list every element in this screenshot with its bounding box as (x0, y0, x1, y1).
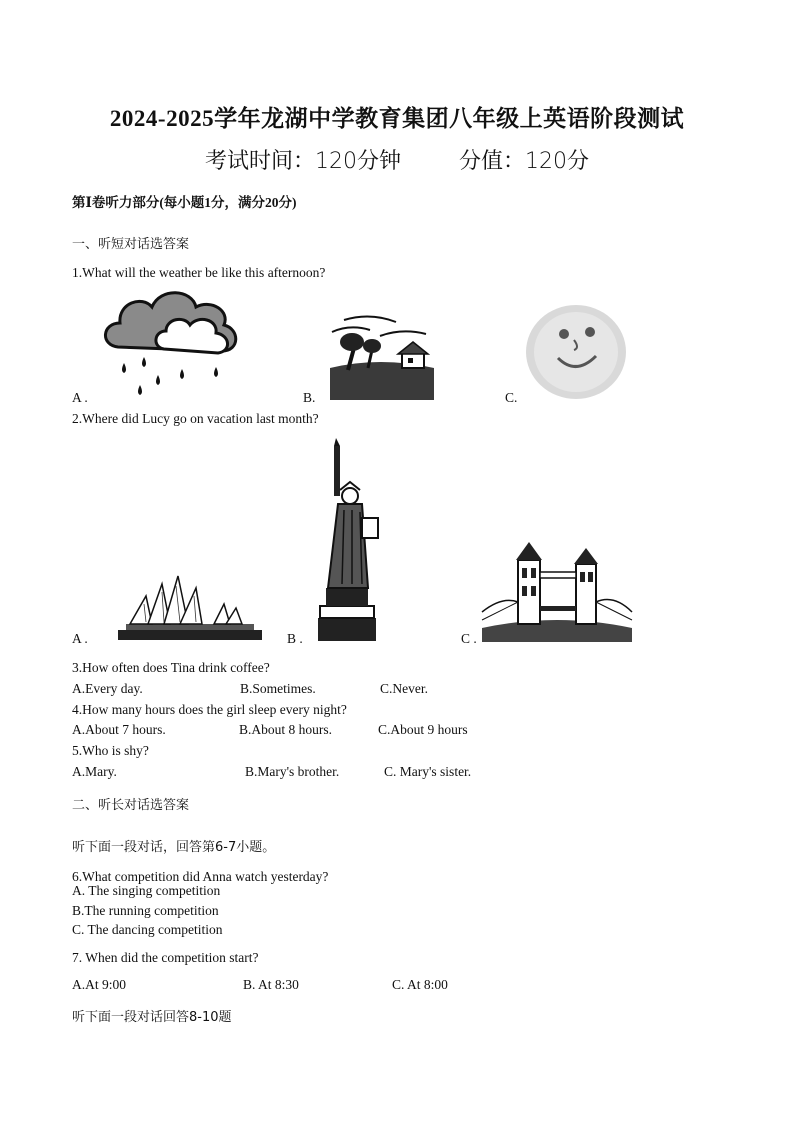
section2-heading: 二、听长对话选答案 (72, 798, 190, 813)
q5-text: 5.Who is shy? (72, 743, 149, 758)
q3-text: 3.How often does Tina drink coffee? (72, 660, 270, 675)
q4-option-a: A.About 7 hours. (72, 722, 166, 737)
sydney-opera-house-image (118, 572, 262, 640)
section1-heading: 一、听短对话选答案 (72, 237, 190, 252)
exam-score: 分值：120分 (459, 149, 589, 174)
q2-option-c: C . (461, 631, 477, 646)
q5-option-c: C. Mary's sister. (384, 764, 472, 779)
windy-image (330, 308, 438, 400)
exam-info (0, 144, 794, 175)
q3-option-b: B.Sometimes. (240, 681, 316, 696)
q6-text: 6.What competition did Anna watch yesterday? (72, 869, 329, 884)
q5-option-b: B.Mary's brother. (245, 764, 340, 779)
page-title: 2024-2025学年龙湖中学教育集团八年级上英语阶段测试 (109, 106, 685, 131)
q2-option-a: A . (72, 631, 88, 646)
q7-option-b: B. At 8:30 (243, 977, 299, 992)
q3-option-c: C.Never. (380, 681, 428, 696)
tower-bridge-image (482, 542, 632, 642)
q6-option-c: C. The dancing competition (72, 922, 223, 937)
dialog1-intro: 听下面一段对话，回答第6-7小题。 (72, 840, 276, 855)
q1-text: 1.What will the weather be like this afternoon? (72, 265, 326, 280)
exam-time: 考试时间：120分钟 (205, 149, 401, 174)
q2-text: 2.Where did Lucy go on vacation last month? (72, 411, 319, 426)
q6-option-a: A. The singing competition (72, 883, 221, 898)
q1-option-c: C. (505, 390, 518, 405)
dialog2-intro: 听下面一段对话回答8-10题 (72, 1010, 232, 1025)
q5-option-a: A.Mary. (72, 764, 117, 779)
part1-heading: 第Ⅰ卷听力部分(每小题1分，满分20分) (72, 195, 297, 210)
rain-cloud-image (100, 285, 245, 400)
q7-option-c: C. At 8:00 (392, 977, 448, 992)
q1-option-a: A . (72, 390, 88, 405)
q1-option-b: B. (303, 390, 316, 405)
q4-option-b: B.About 8 hours. (239, 722, 333, 737)
q3-option-a: A.Every day. (72, 681, 143, 696)
statue-of-liberty-image (316, 438, 384, 641)
q4-option-c: C.About 9 hours (378, 722, 468, 737)
sun-image (518, 302, 628, 402)
q7-text: 7. When did the competition start? (72, 950, 259, 965)
q7-option-a: A.At 9:00 (72, 977, 126, 992)
q4-text: 4.How many hours does the girl sleep every night? (72, 702, 347, 717)
q2-option-b: B . (287, 631, 303, 646)
q6-option-b: B.The running competition (72, 903, 219, 918)
